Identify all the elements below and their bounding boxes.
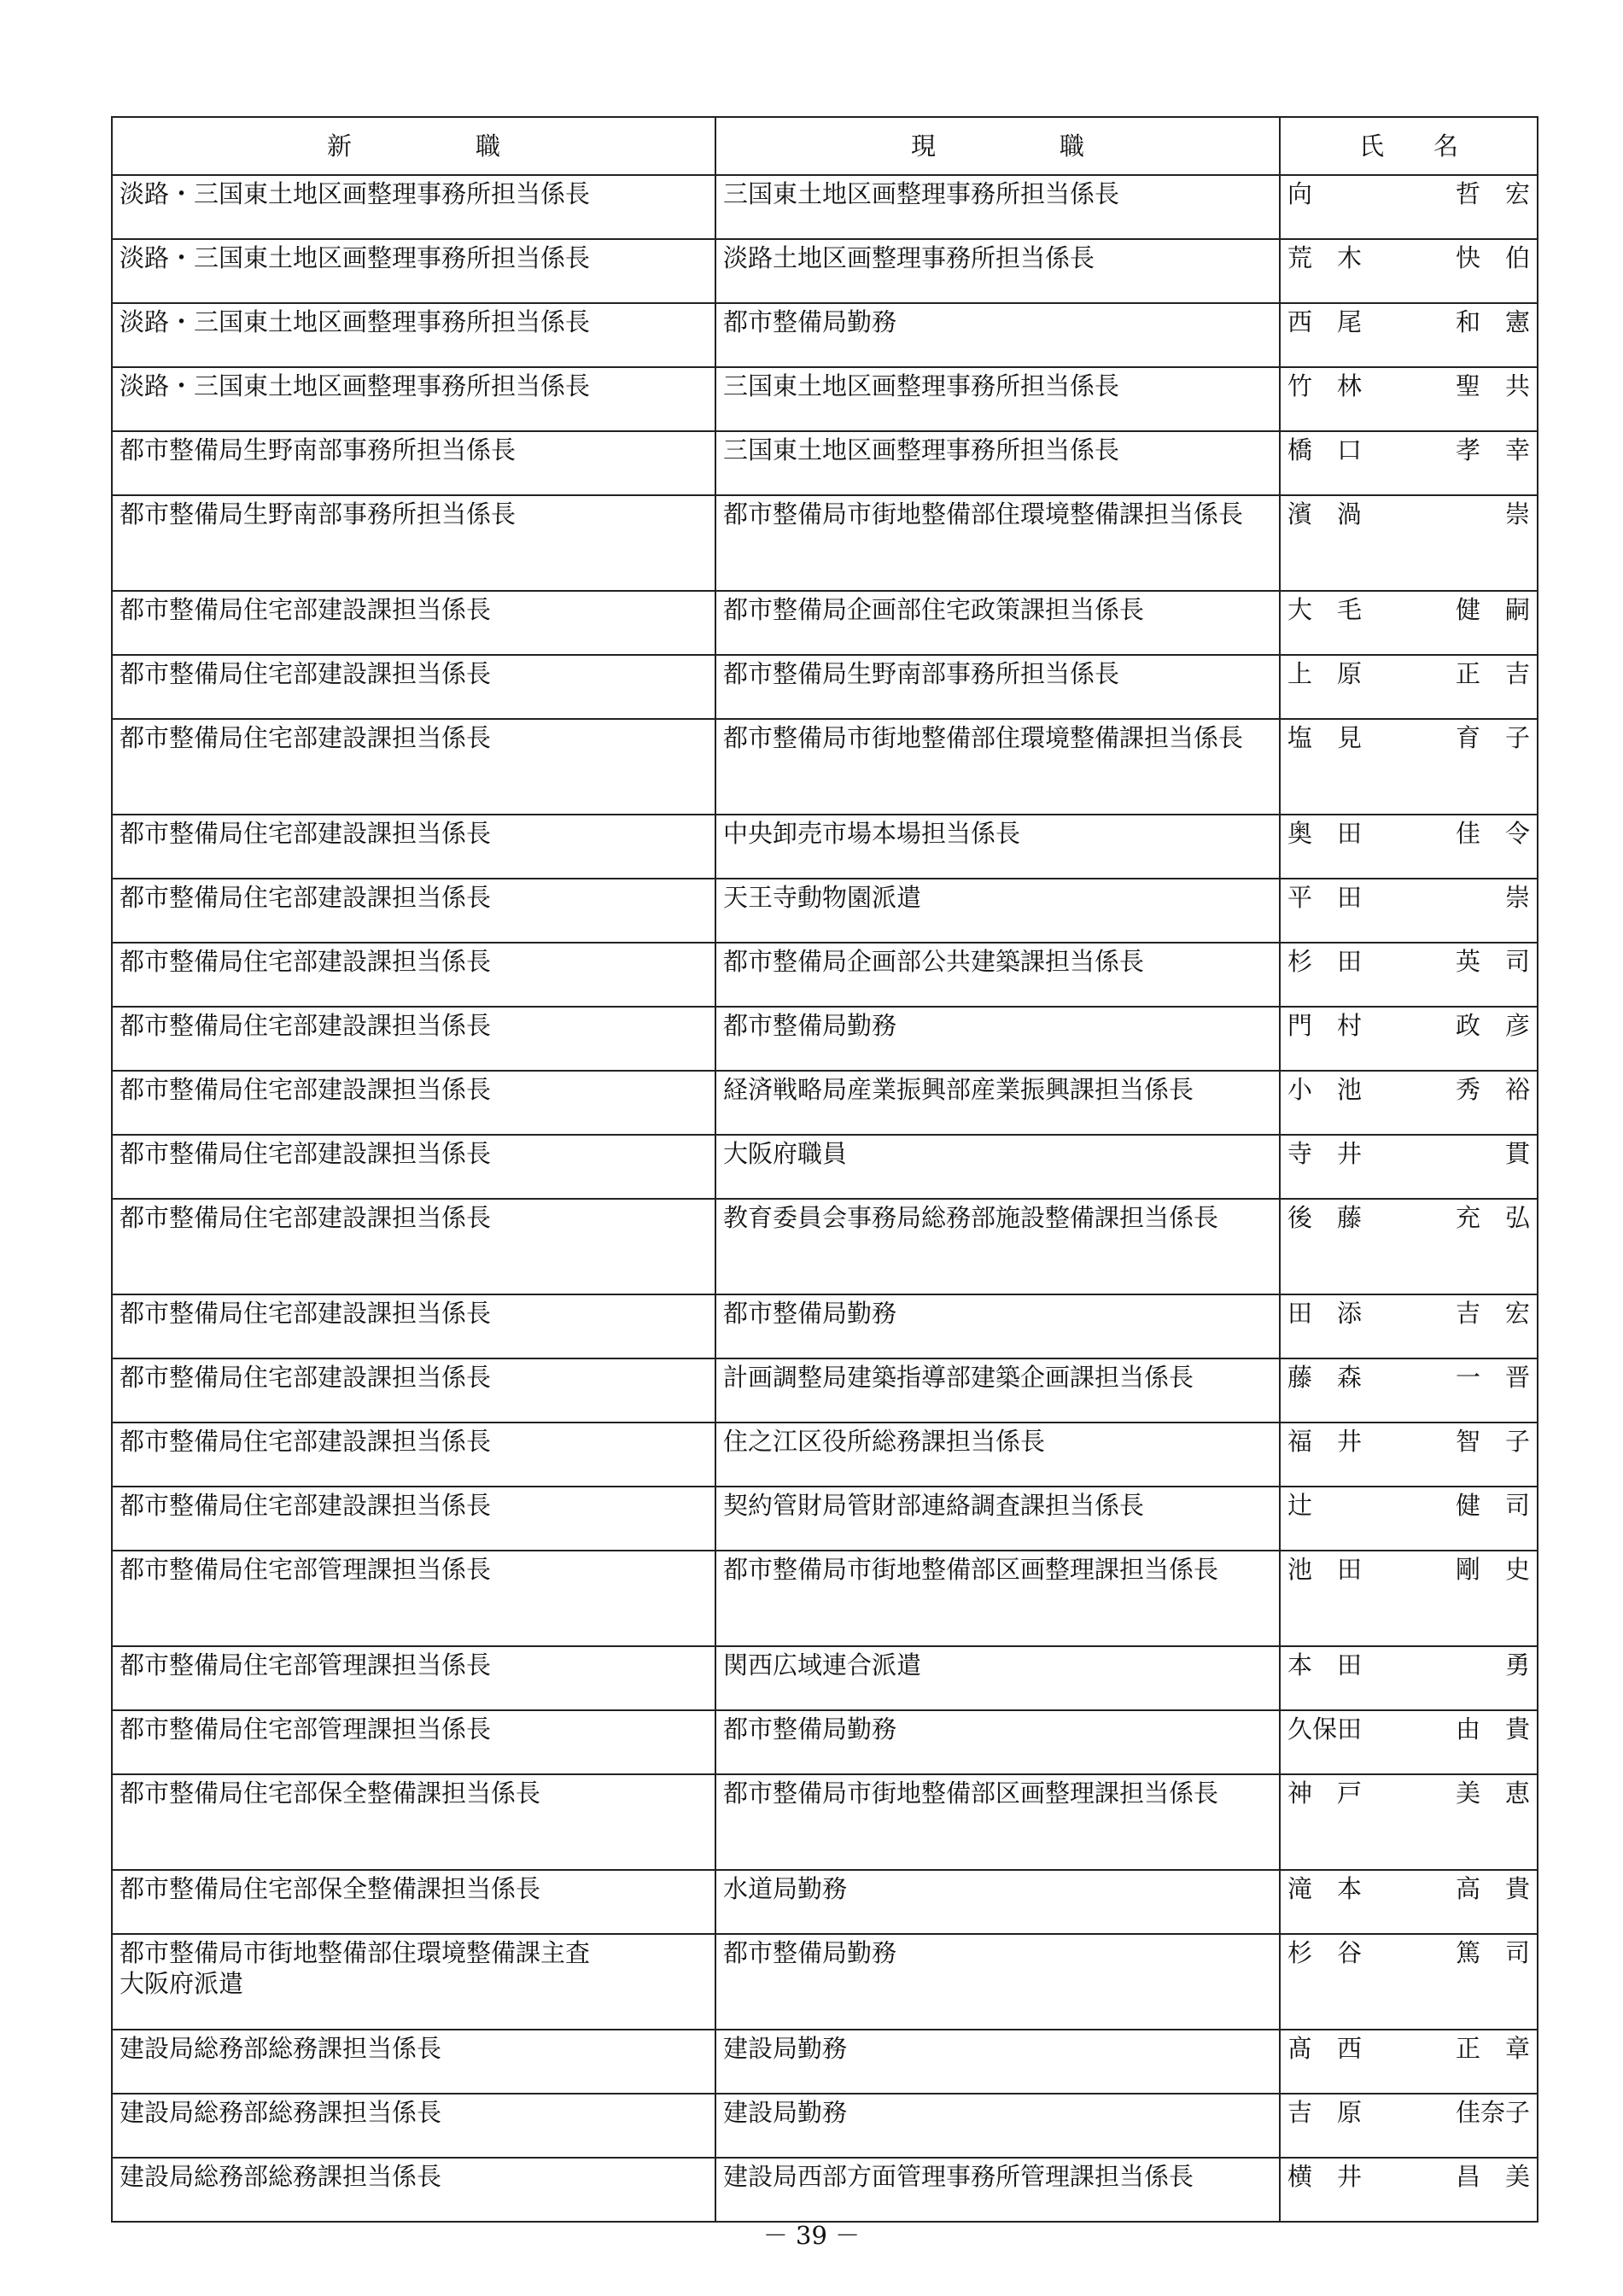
name-cell [1280,719,1538,815]
surname: 橋 口 [1287,435,1363,464]
table-row [112,719,1538,815]
name-cell [1280,1870,1538,1934]
surname: 藤 森 [1287,1363,1363,1392]
person-name [1287,1074,1530,1105]
name-cell [1280,879,1538,943]
table-row [112,495,1538,591]
person-name [1287,818,1530,849]
name-cell [1280,1423,1538,1487]
surname: 小 池 [1287,1075,1363,1104]
surname: 向 [1287,179,1313,208]
given-name: 昌 美 [1455,2162,1530,2191]
name-cell [1280,1135,1538,1199]
current-position-cell: 中央卸売市場本場担当係長 [715,815,1280,879]
person-name [1287,1202,1530,1233]
current-position-cell: 大阪府職員 [715,1135,1280,1199]
name-cell [1280,1071,1538,1135]
new-position-cell: 建設局総務部総務課担当係長 [112,2158,715,2222]
table-row [112,1551,1538,1646]
name-cell [1280,1646,1538,1710]
table-row [112,1294,1538,1358]
surname: 横 井 [1287,2162,1363,2191]
current-position-cell: 教育委員会事務局総務部施設整備課担当係長 [715,1199,1280,1294]
new-position-cell: 都市整備局住宅部管理課担当係長 [112,1551,715,1646]
current-position-cell: 淡路土地区画整理事務所担当係長 [715,239,1280,303]
current-position-cell: 都市整備局市街地整備部区画整理課担当係長 [715,1774,1280,1870]
given-name: 英 司 [1455,947,1530,976]
person-name [1287,1010,1530,1041]
current-position-cell: 都市整備局企画部公共建築課担当係長 [715,943,1280,1007]
current-position-cell: 計画調整局建築指導部建築企画課担当係長 [715,1358,1280,1423]
given-name: 育 子 [1455,723,1530,752]
table-row [112,1774,1538,1870]
table-row [112,239,1538,303]
surname: 田 添 [1287,1299,1363,1328]
name-cell [1280,303,1538,367]
surname: 辻 [1287,1491,1313,1520]
table-row [112,1135,1538,1199]
surname: 池 田 [1287,1555,1363,1584]
new-position-cell: 都市整備局住宅部建設課担当係長 [112,1358,715,1423]
name-cell [1280,431,1538,495]
new-position-cell: 都市整備局住宅部建設課担当係長 [112,1007,715,1071]
name-cell [1280,367,1538,431]
new-position-cell: 淡路・三国東土地区画整理事務所担当係長 [112,239,715,303]
table-row [112,943,1538,1007]
person-name [1287,1937,1530,1968]
name-cell [1280,655,1538,719]
surname: 西 尾 [1287,307,1363,336]
table-row [112,1934,1538,2030]
table-row [112,2158,1538,2222]
name-cell [1280,1710,1538,1774]
name-cell [1280,815,1538,879]
table-row [112,1358,1538,1423]
surname: 久保田 [1287,1715,1363,1744]
given-name: 和 憲 [1455,307,1530,336]
name-cell [1280,2094,1538,2158]
given-name: 篤 司 [1455,1938,1530,1967]
surname: 塩 見 [1287,723,1363,752]
current-position-cell: 都市整備局勤務 [715,1294,1280,1358]
name-cell [1280,495,1538,591]
given-name: 由 貴 [1455,1715,1530,1744]
given-name: 高 貴 [1455,1874,1530,1903]
current-position-cell: 都市整備局市街地整備部区画整理課担当係長 [715,1551,1280,1646]
surname: 平 田 [1287,883,1363,912]
given-name: 哲 宏 [1455,179,1530,208]
person-name [1287,1873,1530,1904]
current-position-cell: 都市整備局企画部住宅政策課担当係長 [715,591,1280,655]
current-position-cell: 三国東土地区画整理事務所担当係長 [715,367,1280,431]
surname: 吉 原 [1287,2098,1363,2127]
header-name: 氏 名 [1280,117,1538,175]
given-name: 政 彦 [1455,1011,1530,1040]
new-position-cell: 淡路・三国東土地区画整理事務所担当係長 [112,175,715,239]
given-name: 快 伯 [1455,243,1530,272]
current-position-cell: 都市整備局生野南部事務所担当係長 [715,655,1280,719]
table-row [112,1710,1538,1774]
table-row [112,1199,1538,1294]
name-cell [1280,1358,1538,1423]
given-name: 正 章 [1455,2034,1530,2063]
surname: 竹 林 [1287,371,1363,400]
surname: 杉 谷 [1287,1938,1363,1967]
person-name [1287,1714,1530,1744]
name-cell [1280,175,1538,239]
name-cell [1280,1934,1538,2030]
given-name: 一 晋 [1455,1363,1530,1392]
current-position-cell: 建設局勤務 [715,2030,1280,2094]
header-current-position: 現 職 [715,117,1280,175]
surname: 門 村 [1287,1011,1363,1040]
current-position-cell: 経済戦略局産業振興部産業振興課担当係長 [715,1071,1280,1135]
surname: 本 田 [1287,1650,1363,1680]
new-position-cell: 都市整備局生野南部事務所担当係長 [112,431,715,495]
new-position-cell: 都市整備局住宅部保全整備課担当係長 [112,1870,715,1934]
name-cell [1280,2158,1538,2222]
table-row [112,1646,1538,1710]
name-cell [1280,1487,1538,1551]
person-name [1287,2097,1530,2128]
table-row [112,879,1538,943]
table-row [112,1071,1538,1135]
new-position-cell: 都市整備局住宅部建設課担当係長 [112,1294,715,1358]
given-name: 健 司 [1455,1491,1530,1520]
surname: 滝 本 [1287,1874,1363,1903]
table-body [112,175,1538,2222]
current-position-cell: 水道局勤務 [715,1870,1280,1934]
table-row [112,431,1538,495]
given-name: 勇 [1504,1650,1530,1680]
new-position-cell: 都市整備局住宅部建設課担当係長 [112,815,715,879]
name-cell [1280,591,1538,655]
person-name [1287,1650,1530,1680]
person-name [1287,2033,1530,2064]
header-new-position: 新 職 [112,117,715,175]
new-position-cell: 都市整備局住宅部建設課担当係長 [112,719,715,815]
new-position-cell: 都市整備局住宅部建設課担当係長 [112,1423,715,1487]
person-name [1287,1778,1530,1808]
surname: 寺 井 [1287,1139,1363,1168]
person-name [1287,1426,1530,1457]
page-number: － 39 － [762,2221,861,2250]
new-position-cell: 都市整備局生野南部事務所担当係長 [112,495,715,591]
new-position-cell: 都市整備局住宅部建設課担当係長 [112,943,715,1007]
given-name: 健 嗣 [1455,595,1530,624]
person-name [1287,594,1530,625]
name-cell [1280,943,1538,1007]
name-cell [1280,1007,1538,1071]
current-position-cell: 建設局勤務 [715,2094,1280,2158]
name-cell [1280,1551,1538,1646]
surname: 上 原 [1287,659,1363,688]
person-name [1287,658,1530,689]
current-position-cell: 都市整備局勤務 [715,303,1280,367]
personnel-table [111,116,1538,2223]
table-row [112,1487,1538,1551]
given-name: 美 恵 [1455,1779,1530,1808]
new-position-cell: 建設局総務部総務課担当係長 [112,2094,715,2158]
surname: 後 藤 [1287,1203,1363,1232]
new-position-cell: 都市整備局住宅部建設課担当係長 [112,879,715,943]
person-name [1287,1490,1530,1521]
given-name: 秀 裕 [1455,1075,1530,1104]
given-name: 正 吉 [1455,659,1530,688]
new-position-cell: 都市整備局住宅部管理課担当係長 [112,1646,715,1710]
current-position-cell: 契約管財局管財部連絡調査課担当係長 [715,1487,1280,1551]
given-name: 聖 共 [1455,371,1530,400]
table-header-row [112,117,1538,175]
new-position-cell: 淡路・三国東土地区画整理事務所担当係長 [112,303,715,367]
surname: 杉 田 [1287,947,1363,976]
table-row [112,1007,1538,1071]
current-position-cell: 建設局西部方面管理事務所管理課担当係長 [715,2158,1280,2222]
person-name [1287,722,1530,753]
table-row [112,367,1538,431]
person-name [1287,307,1530,337]
surname: 髙 西 [1287,2034,1363,2063]
person-name [1287,499,1530,529]
table-row [112,303,1538,367]
person-name [1287,1138,1530,1169]
surname: 濱 渦 [1287,500,1363,529]
table-row [112,655,1538,719]
current-position-cell: 都市整備局勤務 [715,1710,1280,1774]
given-name: 剛 史 [1455,1555,1530,1584]
surname: 大 毛 [1287,595,1363,624]
new-position-cell: 都市整備局住宅部建設課担当係長 [112,655,715,719]
name-cell [1280,2030,1538,2094]
name-cell [1280,1199,1538,1294]
name-cell [1280,239,1538,303]
given-name: 佳 令 [1455,819,1530,848]
person-name [1287,178,1530,209]
current-position-cell: 天王寺動物園派遣 [715,879,1280,943]
person-name [1287,435,1530,465]
current-position-cell: 都市整備局勤務 [715,1007,1280,1071]
new-position-cell: 都市整備局住宅部建設課担当係長 [112,1135,715,1199]
new-position-cell: 都市整備局住宅部保全整備課担当係長 [112,1774,715,1870]
new-position-cell: 淡路・三国東土地区画整理事務所担当係長 [112,367,715,431]
new-position-cell: 都市整備局住宅部建設課担当係長 [112,1199,715,1294]
surname: 奥 田 [1287,819,1363,848]
person-name [1287,946,1530,977]
current-position-cell: 都市整備局市街地整備部住環境整備課担当係長 [715,495,1280,591]
given-name: 崇 [1504,883,1530,912]
current-position-cell: 三国東土地区画整理事務所担当係長 [715,175,1280,239]
new-position-cell: 都市整備局市街地整備部住環境整備課主査 大阪府派遣 [112,1934,715,2030]
table-row [112,2094,1538,2158]
new-position-cell: 都市整備局住宅部建設課担当係長 [112,1071,715,1135]
current-position-cell: 都市整備局市街地整備部住環境整備課担当係長 [715,719,1280,815]
person-name [1287,371,1530,401]
person-name [1287,1298,1530,1329]
given-name: 崇 [1504,500,1530,529]
surname: 神 戸 [1287,1779,1363,1808]
table-row [112,1423,1538,1487]
current-position-cell: 関西広域連合派遣 [715,1646,1280,1710]
surname: 荒 木 [1287,243,1363,272]
person-name [1287,2161,1530,2192]
given-name: 孝 幸 [1455,435,1530,464]
table-row [112,175,1538,239]
person-name [1287,1554,1530,1585]
new-position-cell: 都市整備局住宅部建設課担当係長 [112,591,715,655]
current-position-cell: 三国東土地区画整理事務所担当係長 [715,431,1280,495]
given-name: 貫 [1504,1139,1530,1168]
given-name: 吉 宏 [1455,1299,1530,1328]
table-row [112,591,1538,655]
table-row [112,2030,1538,2094]
name-cell [1280,1774,1538,1870]
current-position-cell: 都市整備局勤務 [715,1934,1280,2030]
person-name [1287,1362,1530,1393]
given-name: 佳奈子 [1455,2098,1530,2127]
current-position-cell: 住之江区役所総務課担当係長 [715,1423,1280,1487]
new-position-cell: 都市整備局住宅部管理課担当係長 [112,1710,715,1774]
table-row [112,815,1538,879]
surname: 福 井 [1287,1427,1363,1456]
person-name [1287,242,1530,273]
given-name: 充 弘 [1455,1203,1530,1232]
new-position-cell: 建設局総務部総務課担当係長 [112,2030,715,2094]
new-position-cell: 都市整備局住宅部建設課担当係長 [112,1487,715,1551]
given-name: 智 子 [1455,1427,1530,1456]
person-name [1287,882,1530,913]
name-cell [1280,1294,1538,1358]
table-row [112,1870,1538,1934]
